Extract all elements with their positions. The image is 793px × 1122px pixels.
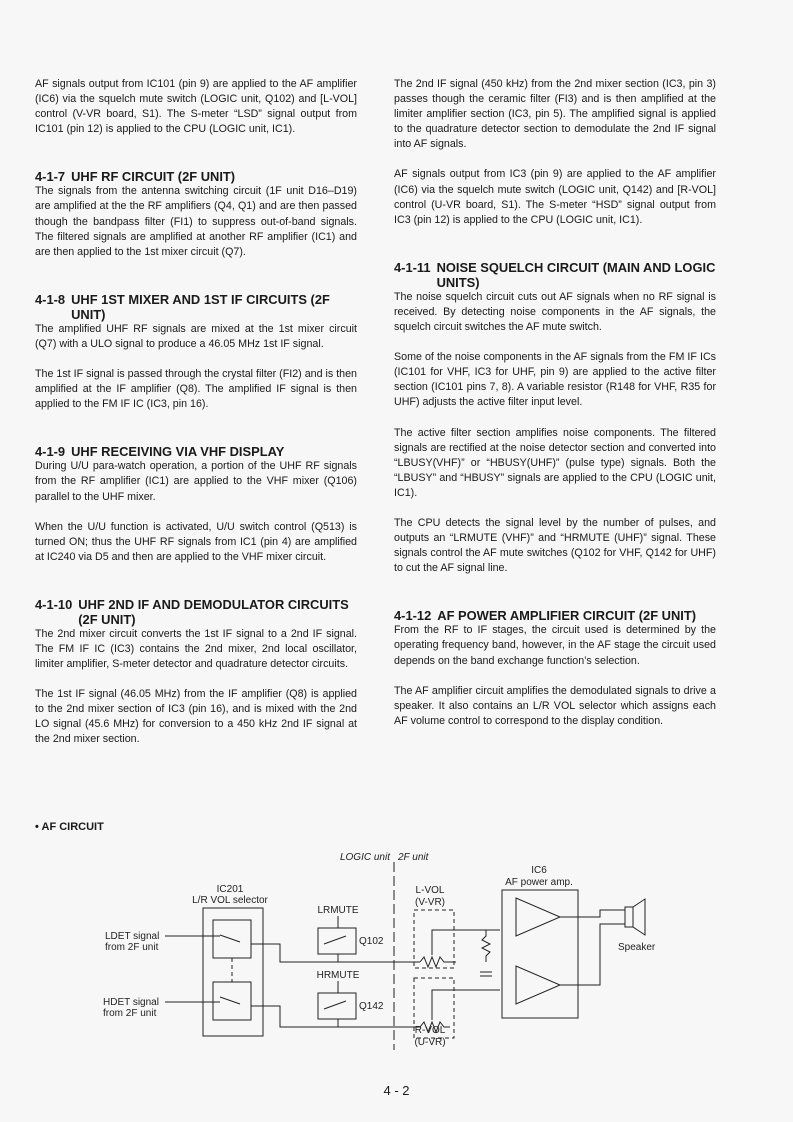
section-heading bbox=[35, 597, 357, 627]
paragraph: The amplified UHF RF signals are mixed at the 1st mixer circuit (Q7) with a ULO signal to produce a 46.05 MHz 1st IF signal. bbox=[35, 322, 357, 350]
amp-out-wire bbox=[560, 910, 625, 917]
l-vol-board-label: (V-VR) bbox=[415, 897, 445, 908]
af-circuit-diagram bbox=[0, 840, 793, 1060]
paragraph: When the U/U function is activated, U/U switch control (Q513) is turned ON; thus the UHF RF signals from IC1 (pin 4) are amplified at IC240 via D5 and then are applied to the VHF mixer circuit. bbox=[35, 520, 357, 563]
switch-contact bbox=[324, 1001, 346, 1009]
paragraph: Some of the noise components in the AF signals from the FM IF ICs (IC101 for VHF, IC3 for UHF, pin 9) are applied to the active filter section (IC101 pins 7, 8). A variable resistor (R148 for VHF, R35 for UHF) adjusts the active filter input level. bbox=[394, 351, 716, 409]
section-title: NOISE SQUELCH CIRCUIT (MAIN AND LOGIC UNITS) bbox=[436, 259, 716, 290]
ldet-label: LDET signal bbox=[105, 931, 160, 942]
paragraph: AF signals output from IC3 (pin 9) are applied to the AF amplifier (IC6) via the squelch mute switch (LOGIC unit, Q142) and [R-VOL] control (U-VR board, S1). The S-meter “HSD” signal output from IC3 (pin 12) is applied to the CPU (LOGIC unit, IC1). bbox=[394, 168, 716, 226]
l-signal-wire bbox=[251, 944, 420, 962]
hdet-label: HDET signal bbox=[103, 997, 159, 1008]
ic201-label: IC201 bbox=[216, 884, 244, 895]
speaker-label: Speaker bbox=[618, 942, 656, 953]
switch-contact bbox=[324, 936, 346, 944]
paragraph: The signals from the antenna switching circuit (1F unit D16–D19) are amplified at the the RF amplifiers (Q4, Q1) and are then passed though the bandpass filter (FI1) to suppress out-of-band signals. The filtered signals are amplified at another RF amplifier (IC1) and are then applied to the 1st mixer circuit (Q7). bbox=[35, 185, 357, 258]
ic6-block bbox=[502, 890, 578, 1018]
paragraph: During U/U para-watch operation, a portion of the UHF RF signals from the RF amplifier (IC1) are applied to the VHF mixer (Q106) parallel to the UHF mixer. bbox=[35, 460, 357, 503]
switch-contact bbox=[220, 997, 240, 1004]
af-power-amp-label: AF power amp. bbox=[505, 877, 573, 888]
paragraph: The 2nd mixer circuit converts the 1st IF signal to a 2nd IF signal. The FM IF IC (IC3) contains the 2nd mixer, 2nd local oscillator, limiter amplifier, S-meter detector and quadrature detector circuits. bbox=[35, 627, 357, 671]
r-vol-wiper bbox=[432, 990, 500, 1020]
logic-unit-label: LOGIC unit bbox=[339, 852, 390, 863]
section-title: AF POWER AMPLIFIER CIRCUIT (2F UNIT) bbox=[437, 608, 697, 624]
section-heading bbox=[35, 444, 357, 459]
lrmute-label: LRMUTE bbox=[317, 905, 359, 916]
hrmute-label: HRMUTE bbox=[316, 970, 360, 981]
section-number: 4-1-9 bbox=[35, 444, 66, 460]
section-number: 4-1-11 bbox=[394, 259, 431, 275]
2f-unit-label: 2F unit bbox=[398, 852, 429, 863]
q102-switch bbox=[318, 928, 356, 954]
paragraph: The 2nd IF signal (450 kHz) from the 2nd mixer section (IC3, pin 3) passes though the ceramic filter (FI3) and is then amplified at the limiter amplifier section (IC3, pin 5). The amplified signal is applied to the quadrature detector section to demodulate the 2nd IF signal into AF signals. bbox=[394, 78, 716, 151]
paragraph: The noise squelch circuit cuts out AF signals when no RF signal is received. By detecting noise components in the AF signals, the squelch circuit switches the AF mute switch. bbox=[394, 290, 716, 334]
section-title: UHF 1ST MIXER AND 1ST IF CIRCUITS (2F UNIT) bbox=[71, 291, 330, 322]
r-signal-wire bbox=[251, 1006, 420, 1027]
q102-label: Q102 bbox=[359, 936, 384, 947]
section-title: UHF 2ND IF AND DEMODULATOR CIRCUITS (2F UNIT) bbox=[78, 596, 349, 627]
paragraph: AF signals output from IC101 (pin 9) are applied to the AF amplifier (IC6) via the squelch mute switch (LOGIC unit, Q102) and [L-VOL] control (V-VR board, S1). The S-meter “LSD” signal output from IC101 (pin 12) is applied to the CPU (LOGIC unit, IC1). bbox=[35, 78, 357, 136]
switch-contact bbox=[220, 935, 240, 942]
r-vol-label: R-VOL bbox=[414, 1025, 446, 1036]
section-number: 4-1-10 bbox=[35, 596, 73, 612]
amplifier-lower bbox=[516, 966, 560, 1004]
l-vol-block bbox=[414, 910, 454, 968]
speaker-cone bbox=[633, 899, 645, 935]
q142-switch bbox=[318, 993, 356, 1019]
paragraph: The CPU detects the signal level by the number of pulses, and outputs an “LRMUTE (VHF)” and “HRMUTE (UHF)” signal. These signals control the AF mute switches (Q102 for VHF, Q142 for UHF) to cut the AF signal line. bbox=[394, 516, 716, 575]
l-vol-label: L-VOL bbox=[415, 885, 445, 896]
l-vol-resistor bbox=[420, 957, 450, 967]
section-heading bbox=[35, 292, 357, 322]
section-heading bbox=[394, 260, 716, 290]
af-circuit-heading: • AF CIRCUIT bbox=[35, 821, 104, 833]
r-vol-board-label: (U-VR) bbox=[414, 1037, 446, 1048]
section-number: 4-1-12 bbox=[394, 608, 432, 624]
section-heading bbox=[35, 169, 357, 184]
ldet-source-label: from 2F unit bbox=[105, 942, 159, 953]
section-title: UHF RECEIVING VIA VHF DISPLAY bbox=[71, 444, 285, 460]
q142-label: Q142 bbox=[359, 1001, 384, 1012]
paragraph: From the RF to IF stages, the circuit used is determined by the operating frequency band, however, in the AF stage the circuit used depends on the band exchange function’s selection. bbox=[394, 624, 716, 667]
page-number: 4 - 2 bbox=[383, 1083, 410, 1098]
section-number: 4-1-8 bbox=[35, 291, 66, 307]
ic201-block bbox=[203, 908, 263, 1036]
amplifier-upper bbox=[516, 898, 560, 936]
paragraph: The 1st IF signal (46.05 MHz) from the IF amplifier (Q8) is applied to the 2nd mixer section of IC3 (pin 16), and is mixed with the 2nd LO signal (45.6 MHz) for conversion to a 450 kHz 2nd IF signal at the 2nd mixer section. bbox=[35, 688, 357, 746]
amp-return-wire bbox=[560, 924, 625, 985]
paragraph: The AF amplifier circuit amplifies the demodulated signals to drive a speaker. It also contains an L/R VOL selector which assigns each AF volume control to correspond to the display condition. bbox=[394, 684, 716, 727]
bias-resistor bbox=[482, 930, 490, 962]
left-column bbox=[35, 77, 357, 763]
speaker-icon bbox=[625, 907, 633, 927]
hdet-source-label: from 2F unit bbox=[103, 1008, 157, 1019]
l-vol-wiper bbox=[432, 930, 500, 955]
paragraph: The active filter section amplifies noise components. The filtered signals are rectified at the noise detector section and converted into “LBUSY(VHF)” or “HBUSY(UHF)” (pulse type) signals. Both the “LBUSY” and “HBUSY” signals are applied to the CPU (LOGIC unit, IC1). bbox=[394, 426, 716, 499]
section-number: 4-1-7 bbox=[35, 169, 66, 185]
section-title: UHF RF CIRCUIT (2F UNIT) bbox=[71, 169, 236, 185]
paragraph: The 1st IF signal is passed through the crystal filter (FI2) and is then amplified at the IF amplifier (Q8). The amplified IF signal is then applied to the FM IF IC (IC3, pin 16). bbox=[35, 368, 357, 411]
section-heading bbox=[394, 608, 716, 623]
lr-vol-selector-label: L/R VOL selector bbox=[192, 895, 268, 906]
right-column bbox=[394, 77, 716, 744]
ic6-label: IC6 bbox=[531, 865, 547, 876]
